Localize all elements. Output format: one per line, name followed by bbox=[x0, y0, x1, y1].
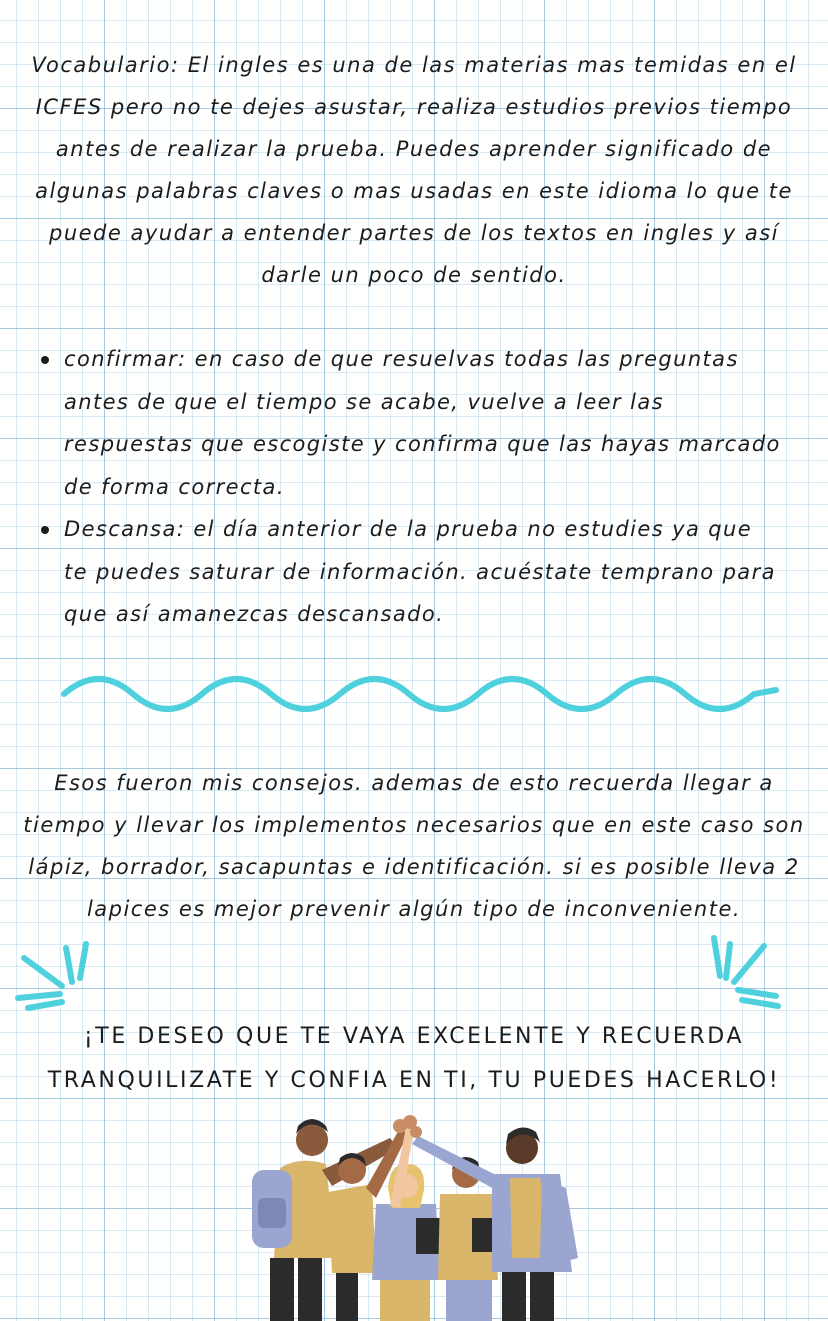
tip-line: antes de que el tiempo se acabe, vuelve a leer las bbox=[64, 389, 664, 414]
burst-lines-icon bbox=[10, 936, 100, 1016]
paragraph-line: Vocabulario: El ingles es una de las materias mas temidas en el bbox=[31, 53, 797, 77]
closing-line: ¡TE DESEO QUE TE VAYA EXCELENTE Y RECUERDA bbox=[83, 1024, 745, 1049]
paragraph-line: tiempo y llevar los implementos necesarios que en este caso son bbox=[23, 813, 805, 837]
paragraph-line: Esos fueron mis consejos. ademas de esto recuerda llegar a bbox=[54, 771, 774, 795]
burst-lines-icon bbox=[702, 930, 792, 1020]
paragraph-line: ICFES pero no te dejes asustar, realiza estudios previos tiempo bbox=[35, 95, 793, 119]
closing-line: TRANQUILIZATE Y CONFIA EN TI, TU PUEDES HACERLO! bbox=[47, 1068, 781, 1093]
paragraph-line: antes de realizar la prueba. Puedes aprender significado de bbox=[55, 137, 773, 161]
tip-line: te puedes saturar de información. acuéstate temprano para bbox=[64, 559, 776, 584]
students-high-five-illustration bbox=[240, 1108, 590, 1321]
vocabulary-paragraph bbox=[0, 44, 828, 296]
tip-line: que así amanezcas descansado. bbox=[64, 602, 445, 626]
paragraph-line: puede ayudar a entender partes de los textos en ingles y así bbox=[49, 221, 779, 245]
paragraph-line: lápiz, borrador, sacapuntas e identificación. si es posible lleva 2 bbox=[28, 855, 800, 879]
closing-message bbox=[0, 1015, 828, 1103]
advice-paragraph bbox=[0, 762, 828, 930]
tip-descansa bbox=[40, 508, 828, 636]
tip-line: Descansa: el día anterior de la prueba no estudies ya que bbox=[64, 517, 753, 541]
tip-confirmar bbox=[40, 338, 828, 508]
tip-line: de forma correcta. bbox=[64, 474, 285, 499]
paragraph-line: lapices es mejor prevenir algún tipo de inconveniente. bbox=[86, 897, 742, 921]
paragraph-line: darle un poco de sentido. bbox=[261, 263, 567, 287]
student-figure bbox=[372, 1128, 444, 1321]
tip-line: confirmar: en caso de que resuelvas todas las preguntas bbox=[64, 347, 739, 371]
tips-list bbox=[40, 338, 828, 636]
tip-line: respuestas que escogiste y confirma que las hayas marcado bbox=[64, 432, 781, 456]
wavy-line-icon bbox=[60, 672, 780, 722]
paragraph-line: algunas palabras claves o mas usadas en este idioma lo que te bbox=[35, 179, 793, 203]
